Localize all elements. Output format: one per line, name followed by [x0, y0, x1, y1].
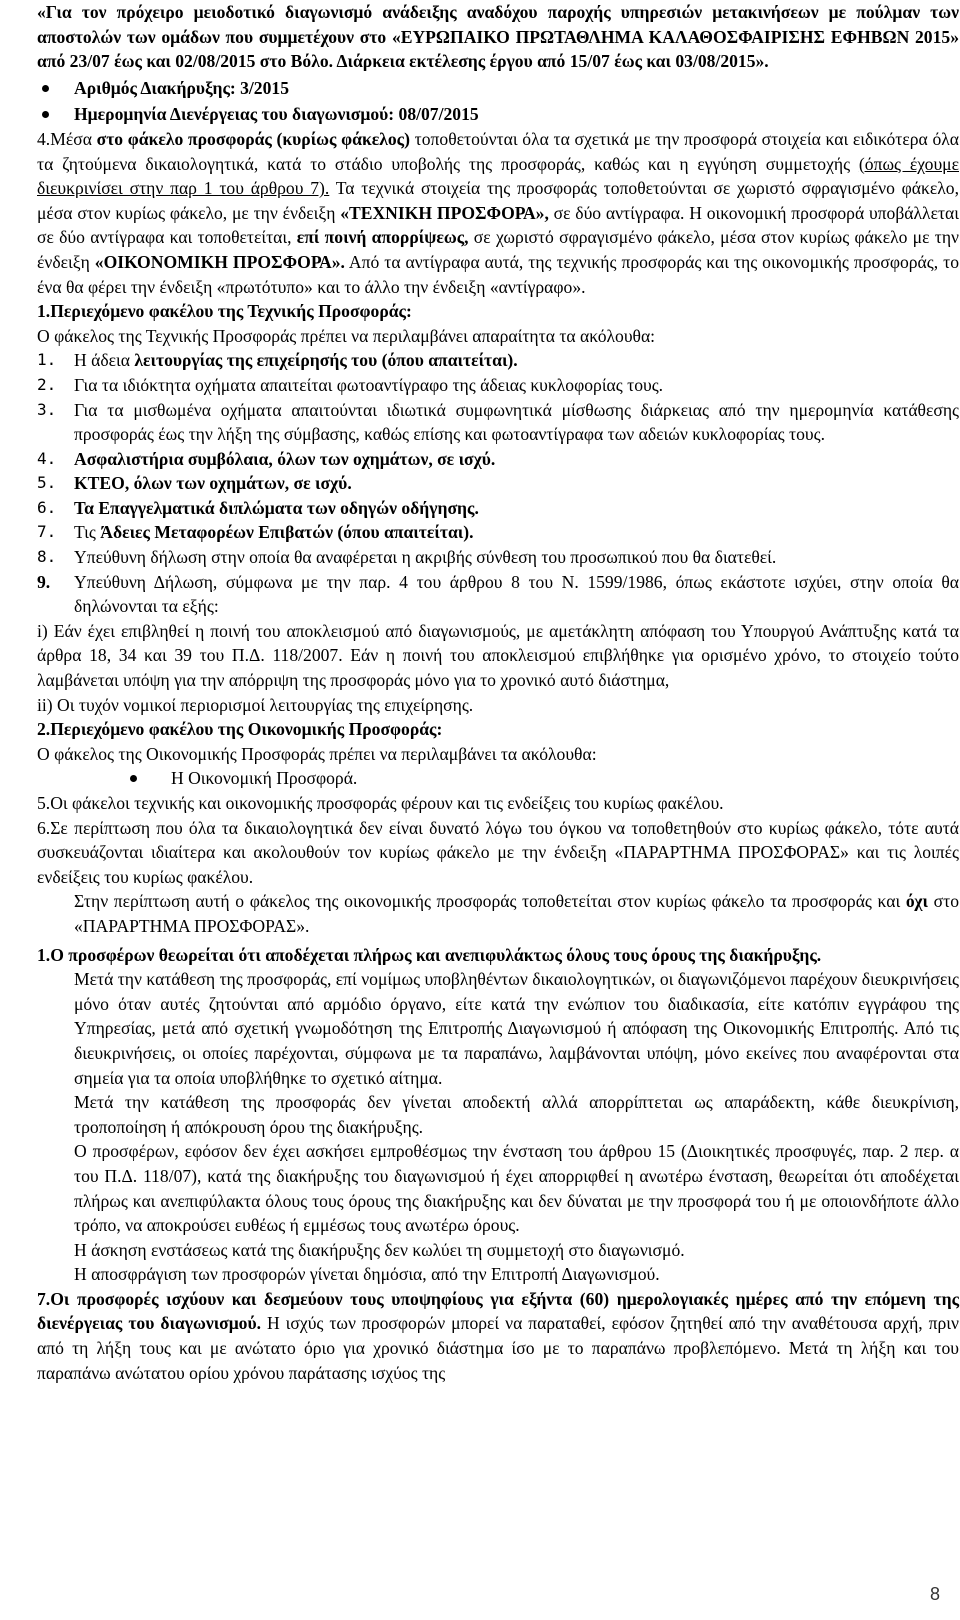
section-6-continuation: [37, 889, 959, 938]
list-item: [37, 545, 959, 570]
acceptance-heading: 1.Ο προσφέρων θεωρείται ότι αποδέχεται πλήρως και ανεπιφυλάκτως όλους τους όρους της διακήρυξης.: [37, 944, 822, 965]
text-run-bold: στο φάκελο προσφοράς (κυρίως φάκελος): [96, 128, 410, 149]
text-run: Η ισχύς των προσφορών μπορεί να παραταθεί, εφόσον ζητηθεί από την αναθέτουσα αρχή, πριν από τη λήξη τους και με ανώτατο όριο για χρονικό διάστημα ίσο με το παραπάνω προβλεπόμενο. Μετά τη λήξη και του παραπάνω ανώτατου ορίου χρόνου παράτασης ισχύος της: [37, 1313, 959, 1383]
text-run-bold: επί ποινή απορρίψεως,: [296, 227, 469, 248]
item-number: 2.: [37, 374, 57, 394]
text-run: Υπεύθυνη Δήλωση, σύμφωνα με την παρ. 4 του άρθρου 8 του Ν. 1599/1986, όπως εκάστοτε ισχύει, στην οποία θα δηλώνονται τα εξής:: [74, 571, 959, 617]
text-run-bold: «ΤΕΧΝΙΚΗ ΠΡΟΣΦΟΡΑ»,: [340, 202, 549, 223]
page-number: 8: [929, 1584, 940, 1604]
section-6-paragraph: 6.Σε περίπτωση που όλα τα δικαιολογητικά δεν είναι δυνατό λόγω του όγκου να τοποθετηθούν στο κυρίως φάκελο, τότε αυτά συσκευάζονται ιδιαίτερα και ακολουθούν τον κυρίως φάκελο με την ένδειξη «ΠΑΡΑΡΤΗΜΑ ΠΡΟΣΦΟΡΑΣ» και τις λοιπές ενδείξεις του κυρίως φακέλου.: [37, 817, 959, 887]
item-number: 5.: [37, 473, 57, 493]
text-run: τοποθετούνται όλα τα σχετικά με την προσφορά στοιχεία και ειδικότερα όλα τα ζητούμενα δικαιολογητικά, κατά το στάδιο υποβολής της προσφοράς, καθώς και η εγγύηση συμμετοχής: [37, 128, 959, 174]
item-number: 3.: [37, 399, 57, 419]
section-7-paragraph: [37, 1287, 959, 1385]
opening-note: Η αποσφράγιση των προσφορών γίνεται δημόσια, από την Επιτροπή Διαγωνισμού.: [74, 1264, 660, 1285]
text-run: σε δύο αντίγραφα. Η οικονομική προσφορά υποβάλλεται σε δύο αντίγραφα και τοποθετείται,: [37, 202, 959, 248]
list-item: [37, 398, 959, 447]
item-number: 8.: [37, 547, 57, 567]
text-run: σε χωριστό σφραγισμένο φάκελο, μέσα στον κυρίως φάκελο με την ένδειξη: [37, 227, 959, 272]
text-run: Για τα μισθωμένα οχήματα απαιτούνται ιδιωτικά συμφωνητικά μίσθωσης διάρκειας από την ημερομηνία κατάθεσης προσφοράς έως την λήξη της σύμβασης, καθώς επίσης και φωτοαντίγραφα των αδειών κυκλοφορίας τους.: [74, 399, 959, 445]
text-run: Τα τεχνικά στοιχεία της προσφοράς τοποθετούνται σε χωριστό σφραγισμένο φάκελο, μέσα στον κυρίως φάκελο, με την ένδειξη: [37, 178, 960, 223]
text-run: Από τα αντίγραφα αυτά, της τεχνικής προσφοράς και της οικονομικής προσφοράς, το ένα θα φέρει την ένδειξη «πρωτότυπο» και το άλλο την ένδειξη «αντίγραφο».: [37, 251, 959, 297]
list-item: [37, 520, 959, 545]
list-item: [37, 496, 959, 521]
technical-offer-lead: Ο φάκελος της Τεχνικής Προσφοράς πρέπει να περιλαμβάνει απαραίτητα τα ακόλουθα:: [37, 325, 656, 346]
text-run-bold: ΚΤΕΟ, όλων των οχημάτων, σε ισχύ.: [74, 473, 352, 494]
list-item: [37, 471, 959, 496]
competition-date: Ημερομηνία Διενέργειας του διαγωνισμού: 08/07/2015: [37, 102, 959, 127]
text-run: Τις: [74, 522, 101, 543]
text-run: Υπεύθυνη δήλωση στην οποία θα αναφέρεται η ακριβής σύνθεση του προσωπικού που θα διατεθεί.: [74, 547, 777, 568]
text-run-bold: Άδειες Μεταφορέων Επιβατών (όπου απαιτείται).: [100, 522, 474, 543]
text-run: Στην περίπτωση αυτή ο φάκελος της οικονομικής προσφοράς τοποθετείται στον κυρίως φάκελο τα προσφοράς και: [74, 891, 906, 912]
list-item: [37, 348, 959, 373]
text-run-bold: 7.Οι προσφορές ισχύουν και δεσμεύουν τους υποψηφίους για εξήντα (60) ημερολογιακές ημέρες από την επόμενη της διενέργειας του διαγωνισμού.: [37, 1288, 959, 1334]
announcement-number: Αριθμός Διακήρυξης: 3/2015: [37, 76, 959, 101]
text-run-bold: Τα Επαγγελματικά διπλώματα των οδηγών οδήγησης.: [74, 497, 479, 518]
item-number: 4.: [37, 448, 57, 468]
item-number: 1.: [37, 350, 57, 370]
item-number: 9.: [37, 571, 51, 592]
text-run-underlined: (όπως έχουμε διευκρινίσει στην παρ 1 του άρθρου 7).: [37, 153, 959, 199]
section-5-paragraph: 5.Οι φάκελοι τεχνικής και οικονομικής προσφοράς φέρουν και τις ενδείξεις του κυρίως φακέλου.: [37, 793, 724, 813]
intro-paragraph: «Για τον πρόχειρο μειοδοτικό διαγωνισμό ανάδειξης αναδόχου παροχής υπηρεσιών μετακινήσεων με πούλμαν των αποστολών των ομάδων που συμμετέχουν στο «ΕΥΡΩΠΑΙΚΟ ΠΡΩΤΑΘΛΗΜΑ ΚΑΛΑΘΟΣΦΑΙΡΙΣΗΣ ΕΦΗΒΩΝ 2015» από 23/07 έως και 02/08/2015 στο Βόλο. Διάρκεια εκτέλεσης έργου από 15/07 έως και 03/08/2015».: [37, 2, 959, 72]
item-number: 6.: [37, 497, 57, 517]
text-run: Η άδεια: [74, 350, 135, 371]
text-run: 4.Μέσα: [37, 128, 97, 149]
financial-offer-lead: Ο φάκελος της Οικονομικής Προσφοράς πρέπει να περιλαμβάνει τα ακόλουθα:: [37, 743, 597, 764]
text-run-bold: «ΟΙΚΟΝΟΜΙΚΗ ΠΡΟΣΦΟΡΑ».: [94, 251, 345, 272]
text-run-bold: λειτουργίας της επιχείρησής του (όπου απαιτείται).: [134, 350, 518, 371]
text-run-bold: Ασφαλιστήρια συμβόλαια, όλων των οχημάτων, σε ισχύ.: [74, 448, 496, 469]
item-number: 7.: [37, 522, 57, 542]
list-item: [37, 447, 959, 472]
financial-offer-heading: 2.Περιεχόμενο φακέλου της Οικονομικής Προσφοράς:: [37, 719, 443, 740]
sub-item-i: i) Εάν έχει επιβληθεί η ποινή του αποκλεισμού από διαγωνισμούς, με αμετάκλητη απόφαση του Υπουργού Ανάπτυξης κατά τα άρθρα 18, 34 και 39 του Π.Δ. 118/2007. Εάν η ποινή του αποκλεισμού επιβλήθηκε για ορισμένο χρόνο, το στοιχείο τούτο λαμβάνεται υπόψη για την απόρριψη της προσφοράς μόνο για το χρονικό αυτό διάστημα,: [37, 620, 959, 691]
list-item: [37, 570, 959, 619]
text-run: στο «ΠΑΡΑΡΤΗΜΑ ΠΡΟΣΦΟΡΑΣ».: [74, 891, 959, 936]
text-run-bold: όχι: [905, 891, 928, 912]
amendments-paragraph: Μετά την κατάθεση της προσφοράς δεν γίνεται αποδεκτή αλλά απορρίπτεται ως απαράδεκτη, κάθε διευκρίνιση, τροποποίηση ή απόκρουση όρου της διακήρυξης.: [74, 1092, 959, 1137]
objection-note: Η άσκηση ενστάσεως κατά της διακήρυξης δεν κωλύει τη συμμετοχή στο διαγωνισμό.: [74, 1239, 685, 1260]
document-body: [37, 0, 959, 1385]
list-item: [37, 373, 959, 398]
financial-offer-bullet: Η Οικονομική Προσφορά.: [37, 766, 959, 791]
technical-items-list: [37, 348, 959, 619]
sub-item-ii: ii) Οι τυχόν νομικοί περιορισμοί λειτουργίας της επιχείρησης.: [37, 694, 474, 715]
clarifications-paragraph: Μετά την κατάθεση της προσφοράς, επί νομίμως υποβληθέντων δικαιολογητικών, οι διαγωνιζόμενοι παρέχουν διευκρινήσεις μόνο όταν αυτές ζητούνται από αρμόδιο όργανο, είτε κατά την ενώπιον του διαδικασία, είτε κατόπιν εγγράφου της Υπηρεσίας, μετά από σχετική γνωμοδότηση της Επιτροπής Διαγωνισμού ή απόφαση της Οικονομικής Επιτροπής. Από τις διευκρινήσεις, οι οποίες παρέχονται, σύμφωνα με τα παραπάνω, λαμβάνονται υπόψη, μόνο εκείνες που αναφέρονται στα σημεία για τα οποία υποβλήθηκε το σχετικό αίτημα.: [74, 969, 959, 1088]
technical-offer-heading: 1.Περιεχόμενο φακέλου της Τεχνικής Προσφοράς:: [37, 301, 412, 322]
text-run: Για τα ιδιόκτητα οχήματα απαιτείται φωτοαντίγραφο της άδειας κυκλοφορίας τους.: [74, 374, 664, 395]
section-4-paragraph: [37, 127, 959, 299]
objection-paragraph: Ο προσφέρων, εφόσον δεν έχει ασκήσει εμπροθέσμως την ένσταση του άρθρου 15 (Διοικητικές προσφυγές, παρ. 2 περ. α του Π.Δ. 118/07), κατά της διακήρυξης του διαγωνισμού ή έχει απορριφθεί η ανωτέρω ένσταση, θεωρείται ότι αποδέχεται πλήρως και ανεπιφύλακτα όλους τους όρους της διακήρυξης και δεν δύναται με την προσφορά του ή με οποιονδήποτε άλλο τρόπο, να αποκρούσει ευθέως ή εμμέσως τους ανωτέρω όρους.: [74, 1141, 959, 1236]
